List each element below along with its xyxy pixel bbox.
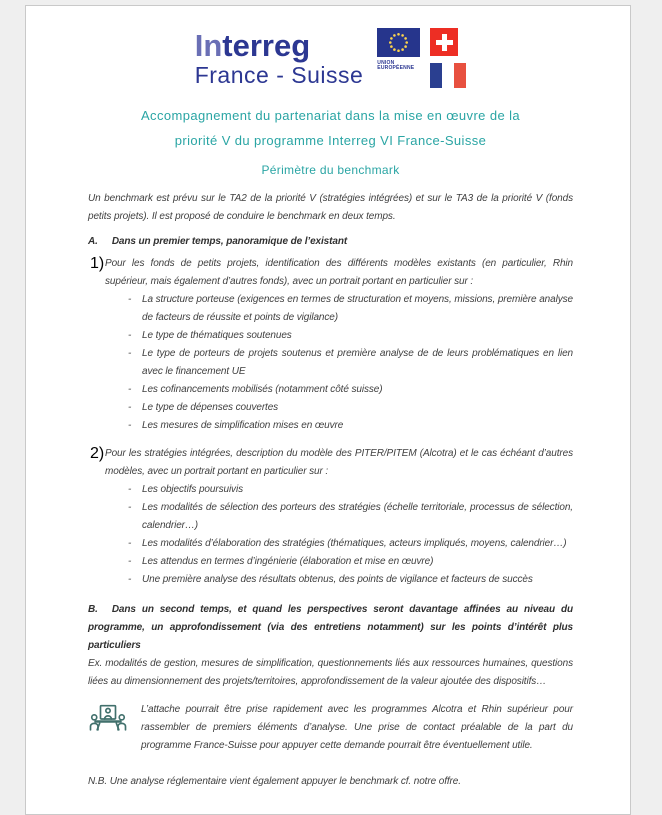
item-2-text: Pour les stratégies intégrées, description du modèle des PITER/PITEM (Alcotra) et le cas échéant d’autres modèles, avec un portrait portant en particulier sur : <box>105 448 573 477</box>
part-a-label: A. <box>88 236 98 247</box>
item-2-bullets <box>88 481 573 589</box>
bullet-text: Les cofinancements mobilisés (notamment côté suisse) <box>142 384 383 395</box>
eu-label-line2: EUROPÉENNE <box>377 65 415 71</box>
flags-group <box>377 28 466 88</box>
list-item <box>128 535 573 553</box>
bullet-dash: - <box>128 538 132 549</box>
interreg-subtitle: France - Suisse <box>194 62 364 88</box>
bullet-dash: - <box>128 330 132 341</box>
numbered-item-2 <box>90 445 573 481</box>
document-title-line2: priorité V du programme Interreg VI France-Suisse <box>174 133 487 148</box>
list-item <box>128 381 573 399</box>
nb-note: N.B. Une analyse réglementaire vient également appuyer le benchmark cf. notre offre. <box>88 776 461 787</box>
bullet-dash: - <box>128 484 132 495</box>
meeting-icon <box>88 703 128 750</box>
item-1-number: 1) <box>90 255 105 272</box>
bullet-text: Le type de dépenses couvertes <box>142 402 279 413</box>
interreg-wordmark <box>195 28 364 87</box>
bullet-text: Les mesures de simplification mises en œuvre <box>142 420 344 431</box>
list-item <box>128 345 573 381</box>
intro-paragraph: Un benchmark est prévu sur le TA2 de la priorité V (stratégies intégrées) et sur le TA3 de la priorité V (fonds petits projets). Il est proposé de conduire le benchmark en deux temps. <box>88 193 573 222</box>
part-b-example: Ex. modalités de gestion, mesures de simplification, questionnements liés aux ressources humaines, questions liées au dimensionnement des projets/territoires, approfondissement de la valeur ajoutée des dispositifs… <box>88 658 573 687</box>
swiss-flag-icon <box>430 28 458 56</box>
callout-text: L’attache pourrait être prise rapidement avec les programmes Alcotra et Rhin supérieur pour rassembler de premiers éléments d’analyse. Une prise de contact préalable de la part du programme France-Suisse pour appuyer cette demande pourrait être éventuellement utile. <box>141 704 573 751</box>
bullet-dash: - <box>128 348 132 359</box>
bullet-text: Les modalités d’élaboration des stratégies (thématiques, acteurs impliqués, moyens, calendrier…) <box>142 538 567 549</box>
list-item <box>128 553 573 571</box>
country-flags <box>430 28 466 88</box>
eu-flag-label <box>377 61 414 71</box>
part-a-heading <box>88 233 573 251</box>
interreg-brand-text <box>194 28 364 63</box>
document-title-line1: Accompagnement du partenariat dans la mise en œuvre de la <box>140 108 521 123</box>
bullet-dash: - <box>128 402 132 413</box>
bullet-dash: - <box>128 294 132 305</box>
part-b-heading <box>88 601 573 655</box>
eu-label-line1: UNION <box>377 60 395 66</box>
bullet-text: Les attendus en termes d’ingénierie (élaboration et mise en œuvre) <box>142 556 434 567</box>
item-1-bullets <box>88 291 573 435</box>
interreg-brand-part2: terreg <box>222 28 311 63</box>
list-item <box>128 327 573 345</box>
part-b-heading-text: Dans un second temps, et quand les perspectives seront davantage affinées au niveau du programme, un approfondissement (via des entretiens notamment) sur les points d’intérêt plus particuliers <box>88 604 573 651</box>
bullet-text: La structure porteuse (exigences en termes de structuration et moyens, missions, première analyse de facteurs de réussite et points de vigilance) <box>142 294 573 323</box>
section-heading: Périmètre du benchmark <box>261 163 400 177</box>
list-item <box>128 499 573 535</box>
interreg-brand-part1: In <box>194 28 223 63</box>
document-title <box>88 103 573 153</box>
numbered-item-1 <box>90 255 573 291</box>
interreg-logo <box>88 28 573 88</box>
item-2-number: 2) <box>90 445 105 462</box>
bullet-text: Le type de porteurs de projets soutenus et première analyse de de leurs problématiques en lien avec le financement UE <box>142 348 573 377</box>
bullet-dash: - <box>128 502 132 513</box>
bullet-dash: - <box>128 556 132 567</box>
bullet-text: Une première analyse des résultats obtenus, des points de vigilance et facteurs de succès <box>142 574 533 585</box>
bullet-text: Le type de thématiques soutenues <box>142 330 292 341</box>
list-item <box>128 571 573 589</box>
document-page <box>25 5 631 815</box>
bullet-dash: - <box>128 574 132 585</box>
callout-note <box>88 701 573 755</box>
bullet-dash: - <box>128 384 132 395</box>
bullet-text: Les objectifs poursuivis <box>142 484 243 495</box>
part-b-label: B. <box>88 604 98 615</box>
eu-flag-block <box>377 28 420 71</box>
french-flag-icon <box>430 63 466 88</box>
list-item <box>128 481 573 499</box>
list-item <box>128 291 573 327</box>
part-a-heading-text: Dans un premier temps, panoramique de l’existant <box>111 236 348 247</box>
eu-flag-icon <box>377 28 420 57</box>
list-item <box>128 417 573 435</box>
bullet-dash: - <box>128 420 132 431</box>
item-1-text: Pour les fonds de petits projets, identification des différents modèles existants (en particulier, Rhin supérieur, mais également d’autres fonds), avec un portrait portant en particulier sur : <box>105 258 573 287</box>
bullet-text: Les modalités de sélection des porteurs des stratégies (échelle territoriale, processus de sélection, calendrier…) <box>142 502 573 531</box>
list-item <box>128 399 573 417</box>
